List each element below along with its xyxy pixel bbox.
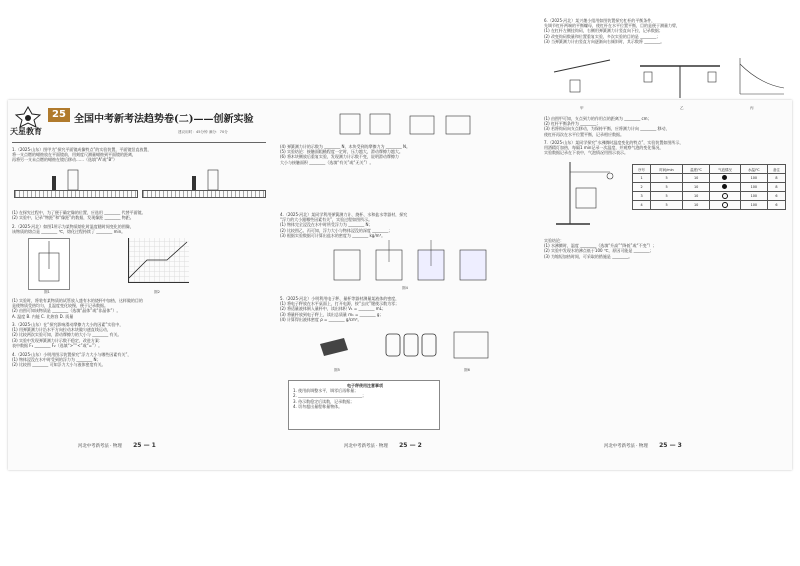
figure-2-graph — [128, 238, 189, 283]
table-row: 1 5 10 100 8 — [633, 174, 786, 183]
question-1: 1.（2025·山东）图甲为“探究平面镜成像特点”的实验装置，平面镜竖直放置， 将一支点燃的蜡烛放在平面镜前，用刻度尺测量蜡烛到平面镜的距离， 再将另一支未点燃的蜡烛在镜后移动……（选填“A”或“B”） — [12, 147, 152, 163]
footer-2: 河北中考新考法 · 物理 25 — 2 — [344, 442, 422, 449]
question-3-continued: (4) 弹簧测力计的示数为 ________ N，木块受到的摩擦力为 ________ N。 (5) 实验结论：接触面粗糙程度一定时，压力越大，滑动摩擦力越大。 (6) 将木块侧放后重复实验，发现测力计示数不变，说明滑动摩擦力 大小与接触面积 ________（选填“有关”或“无关”）。 — [280, 144, 411, 165]
figure-1-apparatus — [28, 238, 70, 290]
figure-boiling-apparatus — [550, 158, 620, 228]
table-row: 4 5 10 100 6 — [633, 201, 786, 210]
table-row: 3 5 10 100 6 — [633, 192, 786, 201]
figure-lever — [550, 54, 786, 104]
bubble-ring-icon — [722, 202, 728, 208]
temperature-curve — [129, 238, 189, 282]
figure-6-caption: 图6 — [464, 368, 470, 372]
question-2: 2.（2025·河北）如图1所示为某物质熔化时温度随时间变化的图像， 该物质的熔点是 ________ ℃，熔化过程持续了 ________ min。 — [12, 224, 134, 235]
page-column-3 — [540, 8, 792, 470]
candle-setup-icon — [44, 168, 84, 190]
bubble-solid-icon — [722, 184, 727, 189]
question-6-parts: (1) 由图甲可知，支点到力的作用点的距离为 ________ cm； (2) 杠杆平衡条件为 ________； (3) 若将钩码向支点移动，为保持平衡，应将测力计向 ________ 移动， 使杠杆再次在水平位置平衡，记录相应数据。 — [544, 116, 670, 137]
ruler-left — [14, 190, 138, 198]
question-4-left: 4.（2025·山东）小明用图示装置探究“浮力大小与哪些因素有关”， (1) 物体浸没在水中时受到的浮力为 ________ N； (2) 比较图 ________ 可知浮力大小与液体密度有关。 — [12, 352, 132, 368]
question-6: 6.（2025·河北）某兴趣小组用如图装置探究杠杆的平衡条件， 先调节杠杆两端的平衡螺母，使杠杆在水平位置平衡，目的是便于测量力臂， (1) 在杠杆左侧挂钩码，右侧用弹簧测力计竖直向下拉，记录数据； (2) 改变钩码数量和位置重复实验，多次实验的目的是 ________； (3) 当弹簧测力计由竖直方向逐渐向右倾斜时，其示数将 ________。 — [544, 18, 680, 44]
figure-b-label: 乙 — [680, 106, 684, 110]
lever-apparatus-icon — [550, 54, 786, 104]
brand-name: 天星教育 — [10, 126, 42, 136]
candle-setup-icon-2 — [184, 168, 224, 190]
buoyancy-beakers-icon — [324, 240, 494, 284]
figure-ruler-setup — [14, 166, 264, 206]
figure-5-scale — [314, 326, 494, 366]
figure-a-label: 甲 — [580, 106, 584, 110]
table-header-row: 序号 时间/min 温度/℃ 气泡情况 水温/℃ 备注 — [633, 165, 786, 174]
figure-3-beakers — [334, 108, 484, 138]
beaker-row-icon — [334, 108, 484, 138]
page-column-2 — [274, 100, 536, 470]
question-7: 7.（2025·山东）某同学探究“水沸腾时温度变化的特点”，实验装置如图所示， 用酒精灯加热，每隔1 min记录一次温度，并观察气泡的变化情况， 实验数据记录在下表中，气泡情况用图示表示。 — [544, 140, 684, 156]
page-title: 全国中考新考法趋势卷(二)——创新实验 — [74, 114, 254, 125]
ruler-right — [142, 190, 266, 198]
exam-sheet — [8, 18, 792, 470]
page-column-1 — [8, 100, 270, 470]
figure-5-caption: 图5 — [334, 368, 340, 372]
table-row: 2 5 10 100 8 — [633, 183, 786, 192]
header-divider — [12, 142, 266, 143]
question-1-parts: (1) 在探究过程中，为了便于确定像的位置，应选用 ________ 代替平面镜。 (2) 实验中，记录“物距”和“像距”的数据，发现像距 ________ 物距。 — [12, 210, 146, 221]
data-table — [632, 164, 786, 210]
figure-1-caption: 图1 — [44, 290, 50, 294]
page-subtitle: 建议用时：45分钟 满分：70分 — [178, 130, 228, 134]
scale-and-cups-icon — [314, 326, 494, 366]
bubble-ring-icon — [722, 193, 728, 199]
question-2-parts: (1) 实验时，将装有某物质的试管放入盛有水的烧杯中加热，这样做的目的 是使物质受热均匀，且温度变化较慢，便于记录数据。 (2) 由图可知该物质是 ________（选填“晶体”或“非晶体”）。 A. 温度 B. 内能 C. 比热容 D. 质量 — [12, 298, 143, 319]
usage-notes-box — [288, 380, 440, 430]
beaker-icon — [29, 239, 69, 289]
usage-notes-text: 电子秤使用注意事项 1. 使用前调整水平，调零后再称量； 2. ________________________________； 3. 待示数稳定后读数，记录数据； 4. 切勿超出量程称量物体。 — [293, 383, 383, 409]
stand-and-flask-icon — [550, 158, 620, 228]
figure-4-buoyancy — [324, 240, 494, 284]
footer-3: 河北中考新考法 · 物理 25 — 3 — [604, 442, 682, 449]
figure-4-caption: 图4 — [402, 286, 408, 290]
question-5: 5.（2025·河北）小明利用电子秤、量杯等器材测量某液体的密度， (1) 将电子秤放在水平桌面上，打开电源，按“去皮”键使示数为零； (2) 将适量液体倒入量杯中，读出体积 V₁ = ________ mL； (3) 将量杯放到电子秤上，读出总质量 m₁ = ________ g； (4) 计算得出液体密度 ρ = ________ g/cm³。 — [280, 296, 400, 322]
footer-1: 河北中考新考法 · 物理 25 — 1 — [78, 442, 156, 449]
figure-2-caption: 图2 — [154, 290, 160, 294]
question-3: 3.（2025·山东）在“探究影响滑动摩擦力大小的因素”实验中， (1) 用弹簧测力计沿水平方向拉动木块做匀速直线运动， (2) 比较两次实验可知，滑动摩擦力的大小与 ________ 有关。 (3) 实验中发现弹簧测力计示数不稳定，改进方案： 表中数据 F₁ ________ F₂（选填“>”“<”或“=”）。 — [12, 322, 124, 348]
question-7-conclusion: 实验结论： (1) 水沸腾时，温度 ________（选填“升高”“降低”或“不变”）； (2) 实验中发现水的沸点低于100 ℃，原因可能是 ________； (3) 为缩短加热时间，可采取的措施是 ________。 — [544, 238, 657, 259]
figure-c-label: 丙 — [750, 106, 754, 110]
question-4: 4.（2025·河北）某同学利用弹簧测力计、烧杯、水和盐水等器材，探究 “浮力的大小跟哪些因素有关”，实验过程如图所示。 (1) 物体完全浸没在水中时所受浮力为 ________ N； (2) 比较图乙、丙可知，浮力大小与物体浸没的深度 ________； (3) 根据实验数据可计算出盐水的密度为 ________ kg/m³。 — [280, 212, 408, 238]
bubble-solid-icon — [722, 175, 727, 180]
paper-number-badge: 25 — [48, 108, 70, 122]
